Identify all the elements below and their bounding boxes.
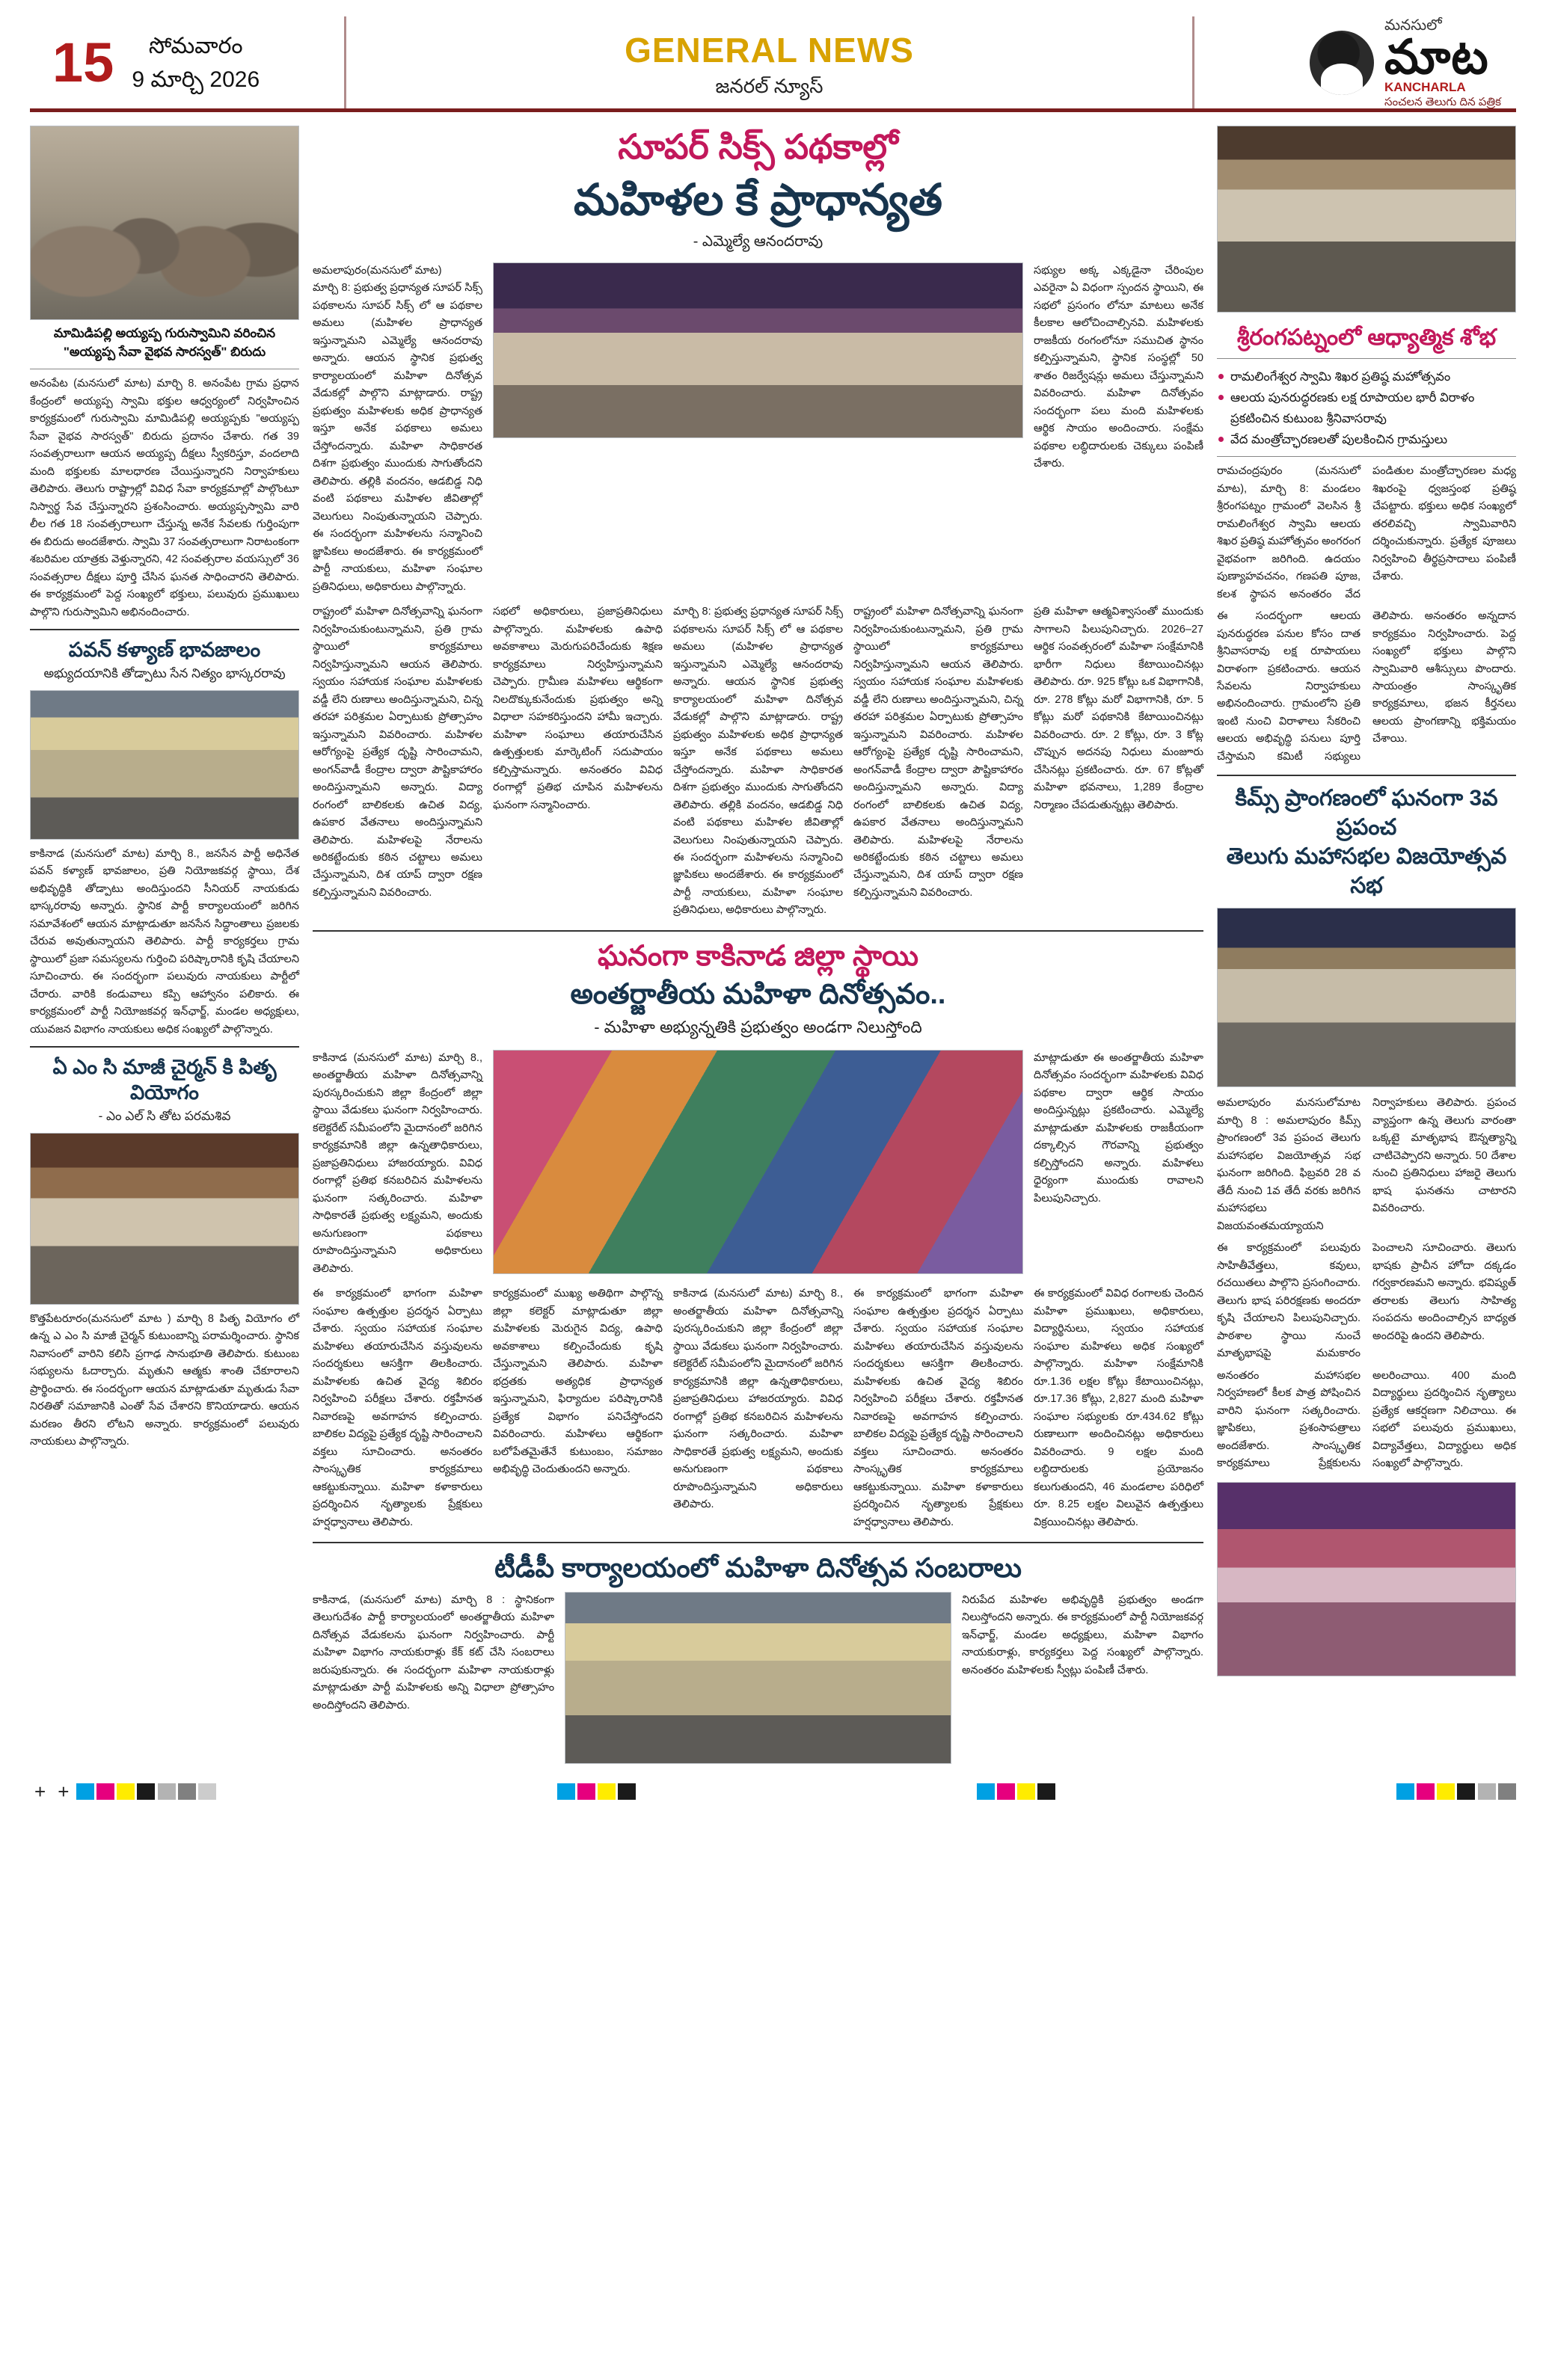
logo-kancharla-text: KANCHARLA <box>1384 79 1466 94</box>
masthead-date-block <box>30 16 344 108</box>
color-swatch-cyan-3 <box>977 1783 995 1800</box>
photo-womens-day-district <box>493 1050 1023 1274</box>
left-story-3-text: కొత్తపేటరూరం(మనసులో మాట ) మార్చి 8 పితృ వియోగం లో ఉన్న ఎ ఎం సి మాజీ చైర్మన్ కుటుంబాన్ని పరామర్శించారు. స్థానిక నివాసంలో వారిని కలిసి ప్రగాఢ సానుభూతి తెలిపారు. కుటుంబ సభ్యులను ఓదార్చారు. మృతుని ఆత్మకు శాంతి చేకూరాలని ప్రార్థించారు. ఈ సందర్భంగా ఆయన మాట్లాడుతూ మృతుడు సేవా నిరతితో సమాజానికి ఎంతో సేవ చేశారని కొనియాడారు. ఆయన మరణం తీరని లోటని అన్నారు. కార్యక్రమంలో పలువురు నాయకులు పాల్గొన్నారు. <box>30 1312 299 1448</box>
photo-lead-event <box>493 262 1023 438</box>
color-swatch-group-6 <box>1478 1783 1516 1800</box>
lead-col-1b: రాష్ట్రంలో మహిళా దినోత్సవాన్ని ఘనంగా నిర్వహించుకుంటున్నామని, ప్రతి గ్రామ స్థాయిలో కార్యక్రమాలు నిర్వహిస్తున్నామని ఆయన తెలిపారు. స్వయం సహాయక సంఘాల మహిళలకు వడ్డీ లేని రుణాలు అందిస్తున్నామని, చిన్న తరహా పరిశ్రమల ఏర్పాటుకు ప్రోత్సాహం ఇస్తున్నామని వివరించారు. మహిళల ఆరోగ్యంపై ప్రత్యేక దృష్టి సారించామని, అంగన్‌వాడీ కేంద్రాల ద్వారా పౌష్టికాహారం అందిస్తున్నామని అన్నారు. విద్యా రంగంలో బాలికలకు ఉచిత విద్య, ఉపకార వేతనాలు అందిస్తున్నామని తెలిపారు. మహిళలపై నేరాలను అరికట్టేందుకు కఠిన చట్టాలు అమలు చేస్తున్నామని, దిశ యాప్ ద్వారా రక్షణ కల్పిస్తున్నామని వివరించారు. <box>313 606 482 899</box>
mid2-col-1: కాకినాడ (మనసులో మాట) మార్చి 8., అంతర్జాతీయ మహిళా దినోత్సవాన్ని పురస్కరించుకుని జిల్లా కేంద్రంలో జిల్లా స్థాయి వేడుకలు ఘనంగా నిర్వహించారు. కలెక్టరేట్ సమీపంలోని మైదానంలో జరిగిన కార్యక్రమానికి జిల్లా ఉన్నతాధికారులు, ప్రజాప్రతినిధులు హాజరయ్యారు. వివిధ రంగాల్లో ప్రతిభ కనబరిచిన మహిళలను ఘనంగా సత్కరించారు. మహిళా సాధికారతే ప్రభుత్వ లక్ష్యమని, అందుకు అనుగుణంగా పథకాలు రూపొందిస్తున్నామని అధికారులు తెలిపారు. <box>313 1051 482 1275</box>
color-swatch-black <box>137 1783 155 1800</box>
right-second-headline-line2: తెలుగు మహాసభల విజయోత్సవ సభ <box>1226 844 1507 899</box>
masthead-logo <box>1194 16 1516 108</box>
lead-headline-line1: సూపర్ సిక్స్ పథకాల్లో <box>618 127 898 166</box>
gray-swatch-light-2 <box>1478 1783 1496 1800</box>
color-swatch-yellow-4 <box>1437 1783 1455 1800</box>
color-swatch-yellow <box>117 1783 135 1800</box>
right-top-text-1: రామచంద్రపురం (మనసులో మాట), మార్చి 8: మండలం శ్రీరంగపట్నం గ్రామంలో వెలసిన శ్రీ రామలింగేశ్వర స్వామి ఆలయ శిఖర ప్రతిష్ఠ మహోత్సవం అంగరంగ వైభవంగా జరిగింది. ఉదయం పుణ్యాహవచనం, గణపతి పూజ, కలశ స్థాపన అనంతరం వేద పండితుల మంత్రోచ్ఛారణల మధ్య శిఖరంపై ధ్వజస్తంభ ప్రతిష్ఠ చేపట్టారు. భక్తులు అధిక సంఖ్యలో తరలివచ్చి స్వామివారిని దర్శించుకున్నారు. ప్రత్యేక పూజలు నిర్వహించి తీర్థప్రసాదాలు పంపిణీ చేశారు. <box>1217 465 1516 600</box>
left-column <box>30 126 299 1764</box>
page-number: 15 <box>52 31 114 93</box>
left-story-3-title: ఏ ఎం సి మాజీ చైర్మన్ కి పితృ వియోగం <box>52 1056 277 1104</box>
lead-byline: - ఎమ్మెల్యే ఆనందరావు <box>693 233 823 250</box>
mid2-col-5b: ఈ కార్యక్రమంలో వివిధ రంగాలకు చెందిన మహిళా ప్రముఖులు, అధికారులు, విద్యార్థినులు, స్వయం సహాయక సంఘాల మహిళలు అధిక సంఖ్యలో పాల్గొన్నారు. మహిళా సంక్షేమానికి రూ.1.36 లక్షల కోట్లు కేటాయించినట్లు, రూ.17.36 కోట్లు, 2,827 మంది మహిళా సంఘాల సభ్యులకు రూ.434.62 కోట్లు రుణాలుగా అందించినట్లు అధికారులు వివరించారు. 9 లక్షల మంది లబ్ధిదారులకు ప్రయోజనం కలుగుతుందని, 46 మండలాల పరిధిలో రూ. 8.25 లక్షల విలువైన ఉత్పత్తులు విక్రయించినట్లు తెలిపారు. <box>1034 1288 1203 1528</box>
masthead-day: సోమవారం <box>148 33 243 58</box>
color-swatch-cyan <box>76 1783 94 1800</box>
photo-janasena-meeting <box>30 690 299 840</box>
mid2-col-4b: ఈ కార్యక్రమంలో భాగంగా మహిళా సంఘాల ఉత్పత్తుల ప్రదర్శన ఏర్పాటు చేశారు. స్వయం సహాయక సంఘాల మహిళలు తయారుచేసిన వస్తువులను సందర్శకులు ఆసక్తిగా తిలకించారు. మహిళలకు ఉచిత వైద్య శిబిరం నిర్వహించి పరీక్షలు చేశారు. రక్తహీనత నివారణపై అవగాహన కల్పించారు. బాలికల విద్యపై ప్రత్యేక దృష్టి సారించాలని వక్తలు సూచించారు. అనంతరం సాంస్కృతిక కార్యక్రమాలు ఆకట్టుకున్నాయి. మహిళా కళాకారులు ప్రదర్శించిన నృత్యాలకు ప్రేక్షకులు హర్షధ్వానాలు తెలిపారు. <box>853 1288 1023 1528</box>
section-title-en: GENERAL NEWS <box>625 31 914 70</box>
left-story-2-title: పవన్ కళ్యాణ్ భావజాలం <box>68 639 261 662</box>
left-story-2-sub: అభ్యుదయానికి తోడ్పాటు సేన నిత్యం భాస్కరరావు <box>43 665 286 680</box>
photo-felicitation-group <box>1217 126 1516 313</box>
lead-dateline: అమలాపురం(మనసులో మాట) <box>313 265 442 277</box>
mid3-headline: టీడీపీ కార్యాలయంలో మహిళా దినోత్సవ సంబరాలు <box>494 1552 1022 1583</box>
gray-swatch-mid-2 <box>1498 1783 1516 1800</box>
lead-col-3b: మార్చి 8: ప్రభుత్వ ప్రధాన్యత సూపర్ సిక్స్ పథకాలను సూపర్ సిక్స్ లో ఆ పథకాల అమలు (మహిళల ప్రాధాన్యత ఇస్తున్నామని ఎమ్మెల్యే ఆనందరావు అన్నారు. ఆయన స్థానిక ప్రభుత్వ కార్యాలయంలో మహిళా దినోత్సవ వేడుకల్లో పాల్గొని మాట్లాడారు. రాష్ట్ర ప్రభుత్వం మహిళలకు అధిక ప్రాధాన్యత ఇస్తూ అనేక పథకాలు అమలు చేస్తోందన్నారు. మహిళా సాధికారత దిశగా ప్రభుత్వం ముందుకు సాగుతోందని తెలిపారు. తల్లికి వందనం, ఆడబిడ్డ నిధి వంటి పథకాలు మహిళల జీవితాల్లో వెలుగులు నింపుతున్నాయని చెప్పారు. ఈ సందర్భంగా మహిళలను సన్మానించి జ్ఞాపికలు అందజేశారు. ఈ కార్యక్రమంలో పార్టీ నాయకులు, మహిళా సంఘాల ప్రతినిధులు, అధికారులు పాల్గొన్నారు. <box>673 606 843 917</box>
right-bullet-1: రామలింగేశ్వర స్వామి శిఖర ప్రతిష్ఠ మహోత్సవం <box>1217 366 1516 387</box>
mid2-col-3b: కాకినాడ (మనసులో మాట) మార్చి 8., అంతర్జాతీయ మహిళా దినోత్సవాన్ని పురస్కరించుకుని జిల్లా కేంద్రంలో జిల్లా స్థాయి వేడుకలు ఘనంగా నిర్వహించారు. కలెక్టరేట్ సమీపంలోని మైదానంలో జరిగిన కార్యక్రమానికి జిల్లా ఉన్నతాధికారులు, ప్రజాప్రతినిధులు హాజరయ్యారు. వివిధ రంగాల్లో ప్రతిభ కనబరిచిన మహిళలను ఘనంగా సత్కరించారు. మహిళా సాధికారతే ప్రభుత్వ లక్ష్యమని, అందుకు అనుగుణంగా పథకాలు రూపొందిస్తున్నామని అధికారులు తెలిపారు. <box>673 1288 843 1511</box>
lead-col-4: సభ్యుల అక్క ఎక్కడైనా చేరింపుల ఎవరైనా ఏ విధంగా స్పందన స్థాయిని, ఈ సభలో ప్రసంగం లోనూ మాటలు అనేక కీలకాల ఆలోచించాల్సినవి. మహిళలకు రాజకీయ రంగంలోనూ సముచిత స్థానం కల్పిస్తున్నామని, స్థానిక సంస్థల్లో 50 శాతం రిజర్వేషన్లు అమలు చేస్తున్నామని వివరించారు. మహిళా దినోత్సవం సందర్భంగా పలు మంది మహిళలకు ఆర్థిక సాయం అందించారు. సంక్షేమ పథకాల లబ్ధిదారులకు చెక్కులు పంపిణీ చేశారు. <box>1034 265 1203 470</box>
mid2-headline-line2: అంతర్జాతీయ మహిళా దినోత్సవం.. <box>570 979 946 1011</box>
lead-col-4b: రాష్ట్రంలో మహిళా దినోత్సవాన్ని ఘనంగా నిర్వహించుకుంటున్నామని, ప్రతి గ్రామ స్థాయిలో కార్యక్రమాలు నిర్వహిస్తున్నామని ఆయన తెలిపారు. స్వయం సహాయక సంఘాల మహిళలకు వడ్డీ లేని రుణాలు అందిస్తున్నామని, చిన్న తరహా పరిశ్రమల ఏర్పాటుకు ప్రోత్సాహం ఇస్తున్నామని వివరించారు. మహిళల ఆరోగ్యంపై ప్రత్యేక దృష్టి సారించామని, అంగన్‌వాడీ కేంద్రాల ద్వారా పౌష్టికాహారం అందిస్తున్నామని అన్నారు. విద్యా రంగంలో బాలికలకు ఉచిత విద్య, ఉపకార వేతనాలు అందిస్తున్నామని తెలిపారు. మహిళలపై నేరాలను అరికట్టేందుకు కఠిన చట్టాలు అమలు చేస్తున్నామని, దిశ యాప్ ద్వారా రక్షణ కల్పిస్తున్నామని వివరించారు. <box>853 606 1023 899</box>
logo-top-text: మనసులో <box>1384 16 1442 34</box>
color-swatch-magenta-4 <box>1417 1783 1435 1800</box>
color-swatch-magenta-3 <box>997 1783 1015 1800</box>
left-story-3-sub: - ఎం ఎల్ సి తోట పరమశివ <box>98 1108 231 1123</box>
logo-main-text: మాట <box>1384 29 1489 84</box>
right-second-text-1: అమలాపురం మనసులోమాట మార్చి 8 : అమలాపురం కిమ్స్ ప్రాంగణంలో 3వ ప్రపంచ తెలుగు మహాసభల విజయోత్సవ సభ ఘనంగా జరిగింది. ఫిబ్రవరి 28 వ తేదీ నుంచి 1వ తేదీ వరకు జరిగిన మహాసభలు విజయవంతమయ్యాయని నిర్వాహకులు తెలిపారు. ప్రపంచ వ్యాప్తంగా ఉన్న తెలుగు వారంతా ఒక్కటై మాతృభాష ఔన్నత్యాన్ని చాటిచెప్పారని అన్నారు. 50 దేశాల నుంచి ప్రతినిధులు హాజరై తెలుగు భాష ఘనతను చాటారని వివరించారు. <box>1217 1097 1516 1232</box>
section-title-te: జనరల్ న్యూస్ <box>715 75 823 97</box>
right-bullet-list <box>1217 366 1516 450</box>
color-swatch-black-2 <box>618 1783 636 1800</box>
left-story-2-text: కాకినాడ (మనసులో మాట) మార్చి 8., జనసేన పార్టీ అధినేత పవన్ కళ్యాణ్ భావజాలం, ప్రతి నియోజకవర్గ స్థాయి, దేశ అభివృద్ధికి తోడ్పాటు అందిస్తుందని సీనియర్ నాయకుడు భాస్కరరావు అన్నారు. స్థానిక పార్టీ కార్యాలయంలో జరిగిన సమావేశంలో ఆయన మాట్లాడుతూ జనసేన సిద్ధాంతాలు ప్రజలకు చేరువ అవుతున్నాయని తెలిపారు. పార్టీ కార్యకర్తలు గ్రామ స్థాయిలో ప్రజా సమస్యలను గుర్తించి పరిష్కారానికి కృషి చేయాలని సూచించారు. ఈ సందర్భంగా పలువురు నాయకులు పార్టీలో చేరారు. వారికి కండువాలు కప్పి ఆహ్వానం పలికారు. ఈ కార్యక్రమంలో పార్టీ నియోజకవర్గ ఇన్‌ఛార్జ్, మండల అధ్యక్షులు, యువజన విభాగం నాయకులు అధిక సంఖ్యలో పాల్గొన్నారు. <box>30 847 299 1036</box>
newspaper-page <box>0 16 1546 2380</box>
color-swatch-magenta-2 <box>577 1783 595 1800</box>
gray-swatch-pale <box>198 1783 216 1800</box>
mid2-headline-line1: ఘనంగా కాకినాడ జిల్లా స్థాయి <box>597 940 919 972</box>
color-swatch-group-2 <box>158 1783 216 1800</box>
photo-condolence-visit <box>30 1133 299 1305</box>
right-second-text-2: ఈ కార్యక్రమంలో పలువురు సాహితీవేత్తలు, కవులు, రచయితలు పాల్గొని ప్రసంగించారు. తెలుగు భాష పరిరక్షణకు అందరూ కృషి చేయాలని పిలుపునిచ్చారు. పాఠశాల స్థాయి నుంచే మాతృభాషపై మమకారం పెంచాలని సూచించారు. తెలుగు భాషకు ప్రాచీన హోదా దక్కడం గర్వకారణమని అన్నారు. భవిష్యత్ తరాలకు తెలుగు సాహిత్య సంపదను అందించాల్సిన బాధ్యత అందరిపై ఉందని తెలిపారు. <box>1217 1242 1516 1360</box>
lead-col-5b: ప్రతి మహిళా ఆత్మవిశ్వాసంతో ముందుకు సాగాలని పిలుపునిచ్చారు. 2026–27 ఆర్థిక సంవత్సరంలో మహిళా సంక్షేమానికి భారీగా నిధులు కేటాయించినట్లు తెలిపారు. రూ. 925 కోట్లు ఒక విభాగానికి, రూ. 278 కోట్లు మరో విభాగానికి, రూ. 5 కోట్లు మరో పథకానికి కేటాయించినట్లు వివరించారు. రూ. 2 కోట్లు, రూ. 3 కోట్ల చొప్పున అదనపు నిధులు మంజూరు చేసినట్లు ప్రకటించారు. రూ. 67 కోట్లతో మహిళా భవనాలు, 1,289 కేంద్రాల నిర్మాణం చేపడుతున్నట్లు తెలిపారు. <box>1034 606 1203 811</box>
lead-headline-line2: మహిళల కే ప్రాధాన్యత <box>573 175 943 224</box>
gray-swatch-light <box>158 1783 176 1800</box>
mid2-subline: - మహిళా అభ్యున్నతికి ప్రభుత్వం అండగా నిలుస్తోంది <box>594 1017 922 1036</box>
photo-tdp-office-celebration <box>565 1592 951 1764</box>
middle-column <box>313 126 1203 1764</box>
mid3-col-2: నిరుపేద మహిళల అభివృద్ధికి ప్రభుత్వం అండగా నిలుస్తోందని అన్నారు. ఈ కార్యక్రమంలో పార్టీ నియోజకవర్గ ఇన్‌ఛార్జ్, మండల అధ్యక్షులు, మహిళా విభాగం నాయకురాళ్లు, కార్యకర్తలు పెద్ద సంఖ్యలో పాల్గొన్నారు. అనంతరం మహిళలకు స్వీట్లు పంపిణీ చేశారు. <box>961 1594 1203 1676</box>
right-top-headline: శ్రీరంగపట్నంలో ఆధ్యాత్మిక శోభ <box>1236 325 1497 350</box>
photo-telugu-mahasabha <box>1217 908 1516 1087</box>
print-color-bar <box>30 1782 1516 1801</box>
color-swatch-group-5 <box>1396 1783 1475 1800</box>
color-swatch-cyan-4 <box>1396 1783 1414 1800</box>
color-swatch-group-4 <box>977 1783 1055 1800</box>
gray-swatch-mid <box>178 1783 196 1800</box>
color-swatch-yellow-3 <box>1017 1783 1035 1800</box>
right-column <box>1217 126 1516 1764</box>
mid3-col-1: కాకినాడ, (మనసులో మాట) మార్చి 8 : స్థానికంగా తెలుగుదేశం పార్టీ కార్యాలయంలో అంతర్జాతీయ మహిళా దినోత్సవ వేడుకలను ఘనంగా నిర్వహించారు. పార్టీ మహిళా విభాగం నాయకురాళ్లు కేక్ కట్ చేసి సంబరాలు జరుపుకున్నారు. ఈ సందర్భంగా మహిళా నాయకురాళ్లు మాట్లాడుతూ పార్టీ మహిళలకు అన్ని విధాలా ప్రోత్సాహం అందిస్తోందని తెలిపారు. <box>313 1594 555 1712</box>
masthead-section <box>344 16 1194 108</box>
color-swatch-cyan-2 <box>557 1783 575 1800</box>
registration-mark-left: + <box>34 1780 46 1803</box>
mid2-col-2b: కార్యక్రమంలో ముఖ్య అతిథిగా పాల్గొన్న జిల్లా కలెక్టర్ మాట్లాడుతూ జిల్లా మహిళలకు మెరుగైన విద్య, ఉపాధి అవకాశాలు కల్పించేందుకు కృషి చేస్తున్నామని తెలిపారు. మహిళా భద్రతకు అత్యధిక ప్రాధాన్యత ఇస్తున్నామని, ఫిర్యాదుల పరిష్కారానికి ప్రత్యేక విభాగం పనిచేస్తోందని వివరించారు. మహిళలు ఆర్థికంగా బలోపేతమైతేనే కుటుంబం, సమాజం అభివృద్ధి చెందుతుందని అన్నారు. <box>493 1288 663 1476</box>
right-top-text-2: ఈ సందర్భంగా ఆలయ పునరుద్ధరణ పనుల కోసం దాత శ్రీనివాసరావు లక్ష రూపాయలు విరాళంగా ప్రకటించారు. ఆయన సేవలను నిర్వాహకులు అభినందించారు. గ్రామంలోని ప్రతి ఇంటి నుంచి విరాళాలు సేకరించి ఆలయ అభివృద్ధి పనులు పూర్తి చేస్తామని కమిటీ సభ్యులు తెలిపారు. అనంతరం అన్నదాన కార్యక్రమం నిర్వహించారు. పెద్ద సంఖ్యలో భక్తులు పాల్గొని స్వామివారి ఆశీస్సులు పొందారు. సాయంత్రం సాంస్కృతిక కార్యక్రమాలు, భజన కీర్తనలు ఆలయ ప్రాంగణాన్ని భక్తిమయం చేశాయి. <box>1217 610 1516 763</box>
logo-tagline: సంచలన తెలుగు దిన పత్రిక <box>1384 95 1501 108</box>
lead-col-2b: సభలో అధికారులు, ప్రజాప్రతినిధులు పాల్గొన్నారు. మహిళలకు ఉపాధి అవకాశాలు మెరుగుపరిచేందుకు శిక్షణ కార్యక్రమాలు నిర్వహిస్తున్నామని చెప్పారు. గ్రామీణ మహిళలు ఆర్థికంగా నిలదొక్కుకునేందుకు ప్రభుత్వం అన్ని విధాలా సహకరిస్తుందని హామీ ఇచ్చారు. మహిళా సంఘాలు తయారుచేసిన ఉత్పత్తులకు మార్కెటింగ్ సదుపాయం కల్పిస్తామన్నారు. అనంతరం వివిధ రంగాల్లో ప్రతిభ చూపిన మహిళలను ఘనంగా సన్మానించారు. <box>493 606 663 811</box>
color-swatch-black-3 <box>1037 1783 1055 1800</box>
masthead <box>30 16 1516 112</box>
photo-award-ceremony <box>30 126 299 320</box>
logo-face-icon <box>1310 31 1374 95</box>
photo-caption-award: మామిడిపల్లి అయ్యప్ప గురుస్వామిని వరించిన "అయ్యప్ప సేవా వైభవ సారస్వత్" బిరుదు <box>53 326 276 359</box>
right-bullet-3: వేద మంత్రోచ్ఛారణలతో పులకించిన గ్రామస్తులు <box>1217 429 1516 450</box>
registration-mark-left-2: + <box>58 1780 70 1803</box>
lead-col-1: మార్చి 8: ప్రభుత్వ ప్రధాన్యత సూపర్ సిక్స్ పథకాలను సూపర్ సిక్స్ లో ఆ పథకాల అమలు (మహిళల ప్రాధాన్యత ఇస్తున్నామని ఎమ్మెల్యే ఆనందరావు అన్నారు. ఆయన స్థానిక ప్రభుత్వ కార్యాలయంలో మహిళా దినోత్సవ వేడుకల్లో పాల్గొని మాట్లాడారు. రాష్ట్ర ప్రభుత్వం మహిళలకు అధిక ప్రాధాన్యత ఇస్తూ అనేక పథకాలు అమలు చేస్తోందన్నారు. మహిళా సాధికారత దిశగా ప్రభుత్వం ముందుకు సాగుతోందని తెలిపారు. తల్లికి వందనం, ఆడబిడ్డ నిధి వంటి పథకాలు మహిళల జీవితాల్లో వెలుగులు నింపుతున్నాయని చెప్పారు. ఈ సందర్భంగా మహిళలను సన్మానించి జ్ఞాపికలు అందజేశారు. ఈ కార్యక్రమంలో పార్టీ నాయకులు, మహిళా సంఘాల ప్రతినిధులు, అధికారులు పాల్గొన్నారు. <box>313 282 482 593</box>
color-swatch-black-4 <box>1457 1783 1475 1800</box>
color-swatch-group-3 <box>557 1783 636 1800</box>
color-swatch-magenta <box>96 1783 114 1800</box>
masthead-date: 9 మార్చి 2026 <box>132 67 260 92</box>
color-swatch-group-1 <box>76 1783 155 1800</box>
left-story-1-text: అనంపేట (మనసులో మాట) మార్చి 8. అనంపేట గ్రామ ప్రధాన కేంద్రంలో అయ్యప్ప స్వామి భక్తుల ఆధ్వర్యంలో నిర్వహించిన కార్యక్రమంలో గురుస్వామి మామిడిపల్లి అయ్యప్పకు "అయ్యప్ప సేవా వైభవ సారస్వత్" బిరుదు ప్రదానం చేశారు. గత 39 సంవత్సరాలుగా ఆయన అయ్యప్ప దీక్షలు స్వీకరిస్తూ, వందలాది మంది భక్తులకు మాలధారణ చేయిస్తున్నారని నిర్వాహకులు తెలిపారు. తెలుగు రాష్ట్రాల్లో వివిధ సేవా కార్యక్రమాల్లో పాల్గొంటూ నిస్వార్థ సేవ చేస్తున్నారని ప్రశంసించారు. అయ్యప్పస్వామి వారి లీల గత 18 సంవత్సరాలుగా చేస్తున్న అనేక సేవలకు గుర్తింపుగా ఈ బిరుదు అందజేశారు. స్వామి 37 సంవత్సరాలుగా నిరాటంకంగా శబరిమల యాత్రకు వెళ్తున్నారని, 42 సంవత్సరాల వయస్సులో 36 సంవత్సరాల దీక్షలు పూర్తి చేసిన ఘనత సాధించారని తెలిపారు. ఈ కార్యక్రమంలో పెద్ద సంఖ్యలో భక్తులు, పలువురు ప్రముఖులు పాల్గొని గురుస్వామిని అభినందించారు. <box>30 378 299 618</box>
mid2-col-4: మాట్లాడుతూ ఈ అంతర్జాతీయ మహిళా దినోత్సవం సందర్భంగా మహిళలకు వివిధ పథకాల ద్వారా ఆర్థిక సాయం అందిస్తున్నట్లు ప్రకటించారు. ఎమ్మెల్యే మాట్లాడుతూ మహిళలకు రాజకీయంగా దక్కాల్సిన గౌరవాన్ని ప్రభుత్వం కల్పిస్తోందని అన్నారు. మహిళలు ధైర్యంగా ముందుకు రావాలని పిలుపునిచ్చారు. <box>1034 1051 1203 1205</box>
right-second-text-3: అనంతరం మహాసభల నిర్వహణలో కీలక పాత్ర పోషించిన వారిని ఘనంగా సత్కరించారు. జ్ఞాపికలు, ప్రశంసాపత్రాలు అందజేశారు. సాంస్కృతిక కార్యక్రమాలు ప్రేక్షకులను అలరించాయి. 400 మంది విద్యార్థులు ప్రదర్శించిన నృత్యాలు ప్రత్యేక ఆకర్షణగా నిలిచాయి. ఈ సభలో పలువురు ప్రముఖులు, విద్యావేత్తలు, విద్యార్థులు అధిక సంఖ్యలో పాల్గొన్నారు. <box>1217 1369 1516 1470</box>
right-bullet-2: ఆలయ పునరుద్ధరణకు లక్ష రూపాయల భారీ విరాళం ప్రకటించిన కుటుంబ శ్రీనివాసరావు <box>1217 387 1516 429</box>
mid2-col-1b: ఈ కార్యక్రమంలో భాగంగా మహిళా సంఘాల ఉత్పత్తుల ప్రదర్శన ఏర్పాటు చేశారు. స్వయం సహాయక సంఘాల మహిళలు తయారుచేసిన వస్తువులను సందర్శకులు ఆసక్తిగా తిలకించారు. మహిళలకు ఉచిత వైద్య శిబిరం నిర్వహించి పరీక్షలు చేశారు. రక్తహీనత నివారణపై అవగాహన కల్పించారు. బాలికల విద్యపై ప్రత్యేక దృష్టి సారించాలని వక్తలు సూచించారు. అనంతరం సాంస్కృతిక కార్యక్రమాలు ఆకట్టుకున్నాయి. మహిళా కళాకారులు ప్రదర్శించిన నృత్యాలకు ప్రేక్షకులు హర్షధ్వానాలు తెలిపారు. <box>313 1288 482 1528</box>
color-swatch-yellow-2 <box>598 1783 616 1800</box>
page-content-grid <box>30 126 1516 1764</box>
right-second-headline-line1: కిమ్స్ ప్రాంగణంలో ఘనంగా 3వ ప్రపంచ <box>1235 786 1498 840</box>
photo-cake-cutting <box>1217 1482 1516 1676</box>
